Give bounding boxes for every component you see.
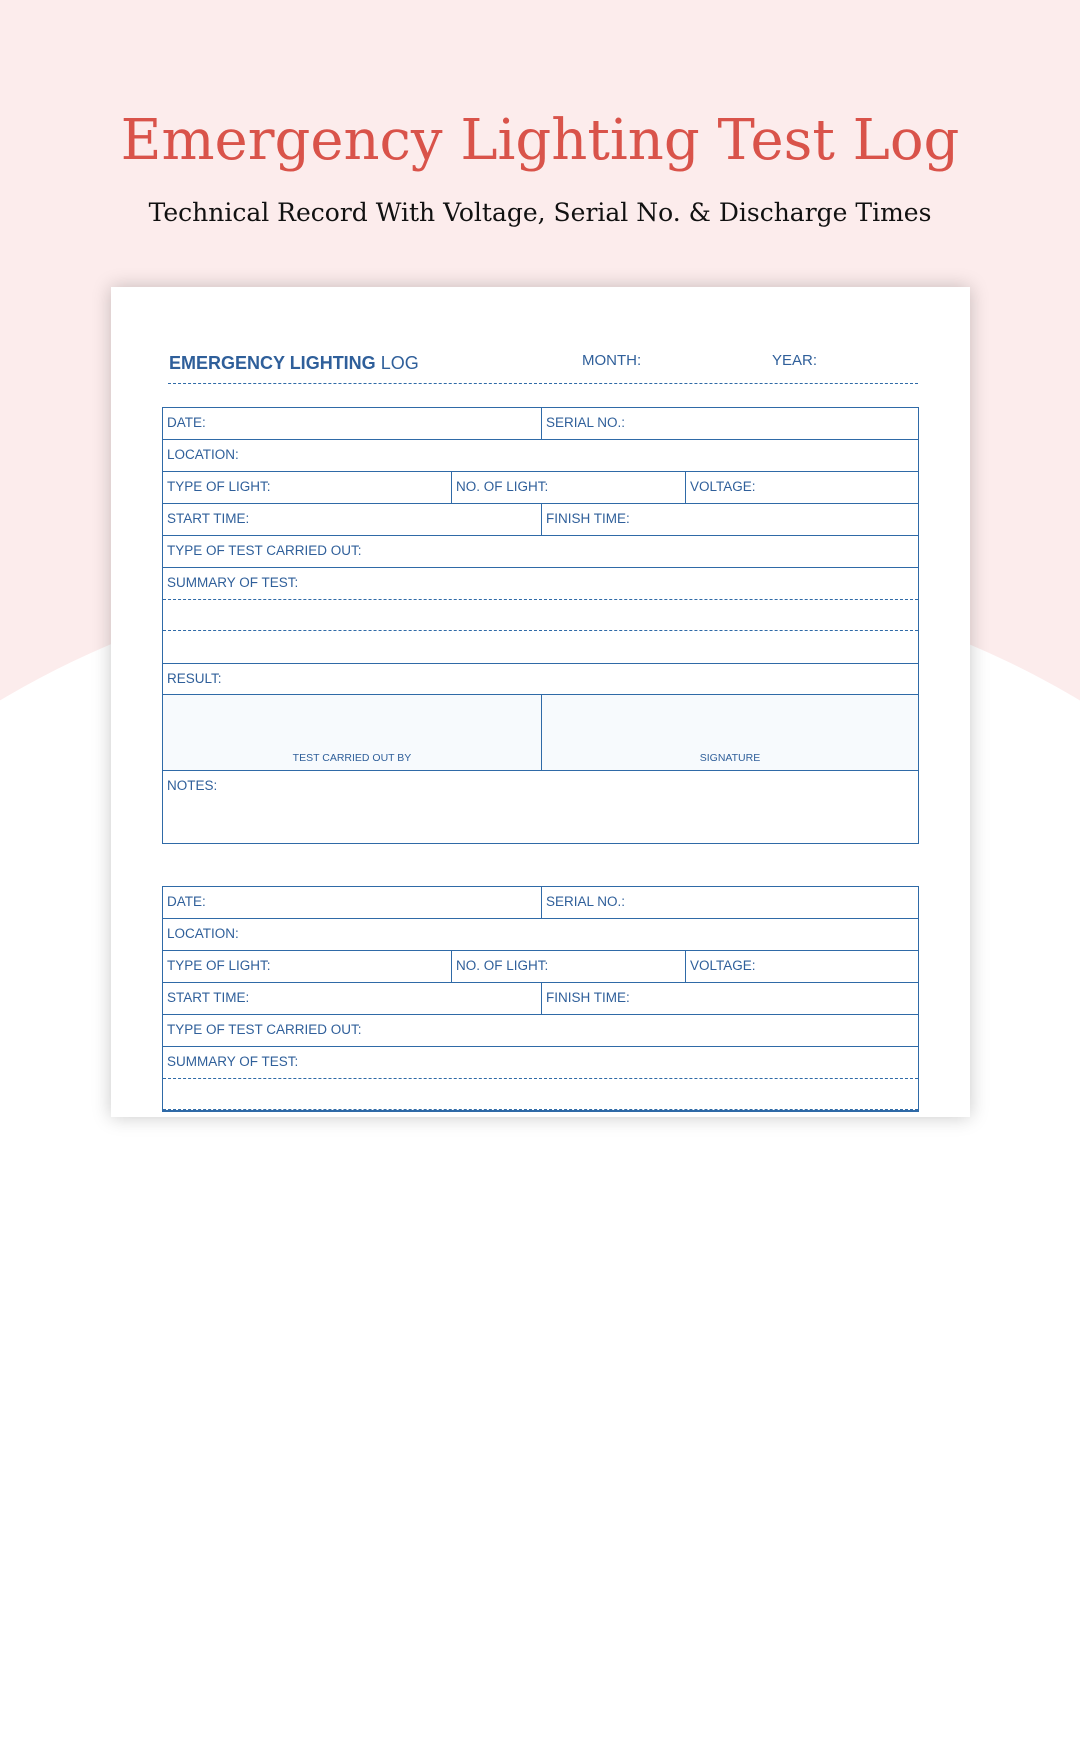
summary-block bbox=[163, 1047, 918, 1111]
start-time-field[interactable]: START TIME: bbox=[163, 983, 542, 1014]
form-row bbox=[163, 951, 918, 983]
log-header bbox=[168, 349, 918, 384]
no-of-light-field[interactable]: NO. OF LIGHT: bbox=[452, 472, 686, 503]
signature-row bbox=[163, 695, 918, 771]
form-row bbox=[163, 504, 918, 536]
form-row bbox=[163, 887, 918, 919]
serial-no-field[interactable]: SERIAL NO.: bbox=[546, 894, 626, 909]
voltage-field[interactable]: VOLTAGE: bbox=[690, 479, 756, 494]
location-field[interactable]: LOCATION: bbox=[167, 447, 239, 462]
signature-field[interactable] bbox=[542, 695, 918, 770]
form-row bbox=[163, 983, 918, 1015]
location-field[interactable]: LOCATION: bbox=[167, 926, 239, 941]
log-title-bold: EMERGENCY LIGHTING bbox=[169, 353, 376, 373]
signature-label: SIGNATURE bbox=[699, 752, 761, 764]
test-record-form-1 bbox=[162, 407, 919, 844]
type-of-light-field[interactable]: TYPE OF LIGHT: bbox=[163, 472, 452, 503]
summary-field[interactable]: SUMMARY OF TEST: bbox=[163, 1047, 918, 1079]
page-title: Emergency Lighting Test Log bbox=[120, 108, 960, 173]
page-subtitle: Technical Record With Voltage, Serial No. & Discharge Times bbox=[148, 198, 932, 227]
form-row bbox=[163, 440, 918, 472]
summary-field[interactable]: SUMMARY OF TEST: bbox=[163, 568, 918, 600]
test-record-form-2 bbox=[162, 886, 919, 1112]
carried-out-by-field[interactable] bbox=[163, 695, 542, 770]
summary-line[interactable] bbox=[163, 631, 918, 663]
start-time-field[interactable]: START TIME: bbox=[163, 504, 542, 535]
type-of-test-field[interactable]: TYPE OF TEST CARRIED OUT: bbox=[167, 1022, 362, 1037]
form-row bbox=[163, 771, 918, 843]
log-sheet bbox=[111, 287, 970, 1117]
year-field[interactable]: YEAR: bbox=[772, 352, 818, 369]
summary-line[interactable] bbox=[163, 1079, 918, 1110]
date-field[interactable]: DATE: bbox=[163, 887, 542, 918]
form-row bbox=[163, 919, 918, 951]
log-title-light: LOG bbox=[380, 353, 419, 373]
type-of-light-field[interactable]: TYPE OF LIGHT: bbox=[163, 951, 452, 982]
notes-field[interactable]: NOTES: bbox=[167, 778, 218, 793]
result-field[interactable]: RESULT: bbox=[167, 671, 222, 686]
summary-line[interactable] bbox=[163, 600, 918, 631]
form-row bbox=[163, 472, 918, 504]
form-row bbox=[163, 408, 918, 440]
finish-time-field[interactable]: FINISH TIME: bbox=[546, 990, 630, 1005]
carried-out-by-label: TEST CARRIED OUT BY bbox=[292, 752, 412, 764]
type-of-test-field[interactable]: TYPE OF TEST CARRIED OUT: bbox=[167, 543, 362, 558]
form-row bbox=[163, 664, 918, 695]
date-field[interactable]: DATE: bbox=[163, 408, 542, 439]
serial-no-field[interactable]: SERIAL NO.: bbox=[546, 415, 626, 430]
log-title bbox=[169, 353, 419, 374]
voltage-field[interactable]: VOLTAGE: bbox=[690, 958, 756, 973]
finish-time-field[interactable]: FINISH TIME: bbox=[546, 511, 630, 526]
month-field[interactable]: MONTH: bbox=[582, 352, 642, 369]
form-row bbox=[163, 1015, 918, 1047]
no-of-light-field[interactable]: NO. OF LIGHT: bbox=[452, 951, 686, 982]
summary-block bbox=[163, 568, 918, 664]
form-row bbox=[163, 536, 918, 568]
